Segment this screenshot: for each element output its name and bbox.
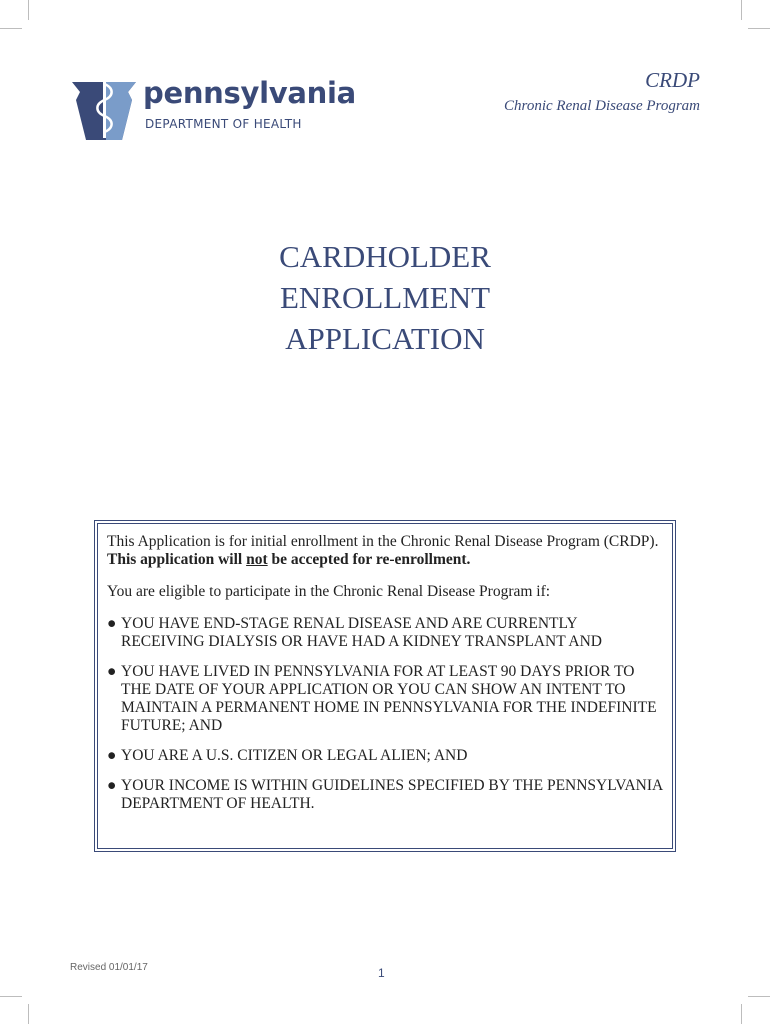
criteria-text: YOU HAVE END-STAGE RENAL DISEASE AND ARE CURRENTLY RECEIVING DIALYSIS OR HAVE HAD A KIDNEY TRANSPLANT AND bbox=[121, 615, 602, 650]
page-number: 1 bbox=[378, 966, 385, 980]
document-title bbox=[0, 236, 770, 359]
intro-warning-part: This application will bbox=[107, 551, 247, 568]
program-abbrev: CRDP bbox=[645, 68, 700, 92]
criteria-text: YOU ARE A U.S. CITIZEN OR LEGAL ALIEN; AND bbox=[121, 747, 468, 764]
criteria-item bbox=[107, 663, 663, 735]
crop-mark bbox=[741, 0, 742, 20]
eligibility-lead: You are eligible to participate in the Chronic Renal Disease Program if: bbox=[107, 583, 551, 600]
crop-mark bbox=[0, 28, 22, 29]
department-name: DEPARTMENT OF HEALTH bbox=[145, 117, 302, 131]
bullet-icon: ● bbox=[107, 615, 117, 632]
eligibility-box-content bbox=[97, 523, 673, 849]
program-name: Chronic Renal Disease Program bbox=[504, 98, 700, 114]
keystone-caduceus-icon bbox=[70, 70, 138, 140]
criteria-item bbox=[107, 747, 663, 765]
department-logo bbox=[70, 70, 356, 140]
intro-warning bbox=[107, 551, 470, 568]
bullet-icon: ● bbox=[107, 747, 117, 764]
bullet-icon: ● bbox=[107, 663, 117, 680]
criteria-text: YOU HAVE LIVED IN PENNSYLVANIA FOR AT LEAST 90 DAYS PRIOR TO THE DATE OF YOUR APPLICATION OR YOU CAN SHOW AN INTENT TO MAINTAIN A PERMANENT HOME IN PENNSYLVANIA FOR THE INDEFINITE FUTURE; AND bbox=[121, 663, 657, 734]
eligibility-box bbox=[94, 520, 676, 852]
crop-mark bbox=[28, 1004, 29, 1024]
bullet-icon: ● bbox=[107, 777, 117, 794]
crop-mark bbox=[748, 28, 770, 29]
title-line: CARDHOLDER bbox=[279, 239, 491, 274]
criteria-text: YOUR INCOME IS WITHIN GUIDELINES SPECIFIED BY THE PENNSYLVANIA DEPARTMENT OF HEALTH. bbox=[121, 777, 663, 812]
crop-mark bbox=[28, 0, 29, 20]
intro-paragraph bbox=[107, 533, 663, 569]
crop-mark bbox=[741, 1004, 742, 1024]
program-header bbox=[504, 68, 700, 116]
revision-date: Revised 01/01/17 bbox=[70, 962, 148, 973]
crop-mark bbox=[0, 996, 22, 997]
intro-warning-part: be accepted for re-enrollment. bbox=[267, 551, 471, 568]
intro-warning-emphasis: not bbox=[246, 551, 268, 568]
title-line: ENROLLMENT bbox=[279, 280, 491, 315]
criteria-item bbox=[107, 615, 663, 651]
intro-text: This Application is for initial enrollment in the Chronic Renal Disease Program (CRDP). bbox=[107, 533, 659, 550]
org-name: pennsylvania bbox=[143, 76, 356, 110]
criteria-item bbox=[107, 777, 663, 813]
title-line: APPLICATION bbox=[285, 321, 485, 356]
crop-mark bbox=[748, 996, 770, 997]
